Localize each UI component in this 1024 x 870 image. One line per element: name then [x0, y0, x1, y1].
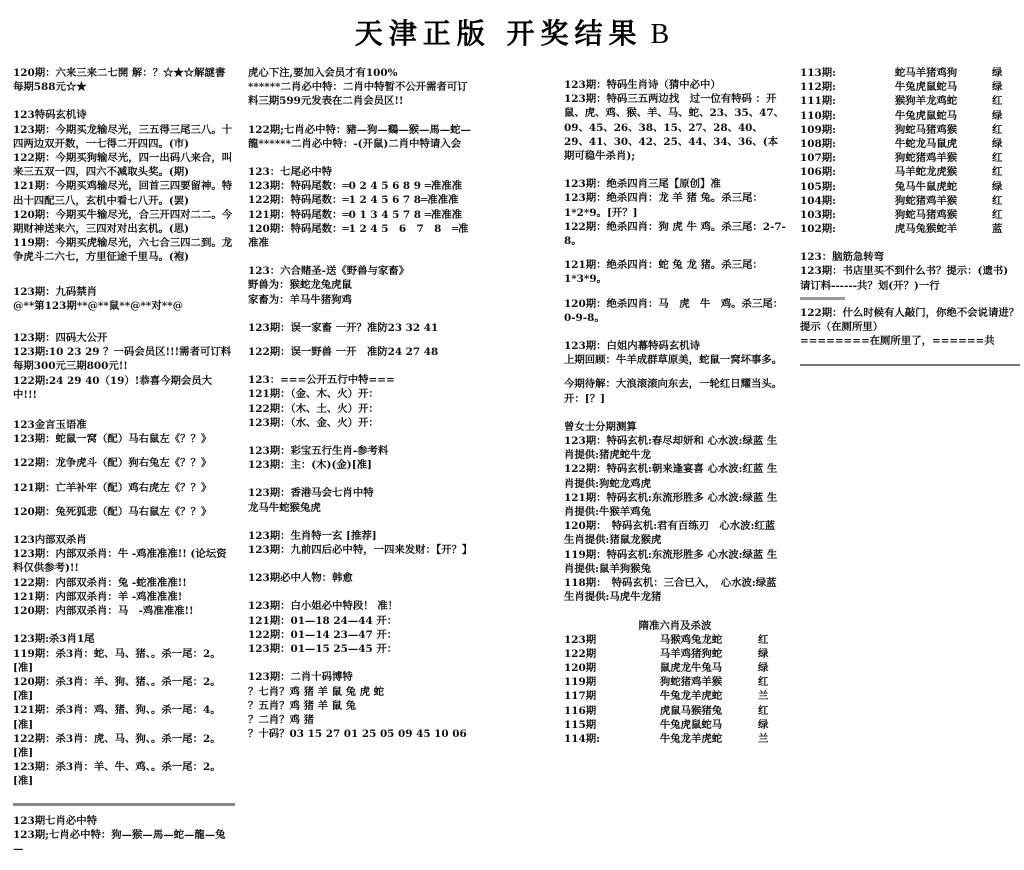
zodiac-one-line: 123期：九前四后必中特，一四来发财：【开？】 — [248, 544, 473, 557]
nine-codes-block — [13, 285, 235, 313]
zodiac: 鼠虎龙牛兔马 — [659, 662, 723, 675]
person-line: 123期必中人物：韩愈 — [248, 572, 353, 585]
zodiac: 牛兔虎鼠蛇马 — [894, 109, 958, 122]
section-heading: 123金言玉语准 — [13, 419, 87, 432]
kill3-line: 120期：杀3肖：羊、狗、猪、。杀一尾：2。[准] — [13, 675, 221, 703]
six-zodiac-continued — [800, 66, 1020, 236]
wave-color: 蓝 — [992, 223, 1003, 236]
kill3-block — [13, 632, 235, 788]
title-text: 天津正版 开奖结果 — [354, 17, 643, 50]
column-3 — [564, 78, 786, 760]
ms-zeng-line: 121期：特码玄机:东流形胜多 心水波:绿蓝 生肖提供:牛猴羊鸡兔 — [564, 491, 778, 519]
zodiac-one-block — [248, 529, 473, 557]
section-heading: 123期：彩宝五行生肖-参考料 — [248, 445, 389, 458]
zodiac: 牛兔虎鼠蛇马 — [659, 718, 723, 731]
zodiac: 狗蛇猪鸡羊猴 — [659, 676, 723, 689]
prev-line: 122期;七肖必中特：豬—狗—鷄—猴—馬—蛇—龍******二肖必中特：-(开鼠)二肖中特请入会 — [248, 123, 471, 150]
double-kill-block — [13, 533, 235, 618]
four-codes-line: 123期:10 23 29 ？一码会员区!!!需者可订料每期300元三期800元!! — [13, 346, 232, 373]
table-row — [564, 675, 786, 689]
period: 107期: — [800, 152, 836, 165]
seven-zodiac-line: 123期;七肖必中特：狗—猴—馬—蛇—龍—兔— — [13, 828, 226, 855]
five-elements-block — [248, 373, 473, 430]
header-block — [13, 66, 235, 94]
tails-line: 120期：特码尾数：═1 2 4 5 6 7 8 ═准准准 — [248, 222, 469, 250]
wave-color: 红 — [992, 152, 1003, 165]
kill4-line: 120期：绝杀四肖：马 虎 牛 鸡。杀三尾：0-9-8。 — [564, 297, 784, 324]
section-heading: 123期：四码大公开 — [13, 332, 108, 345]
poem-line: 120期：今期买牛输尽光，合三开四对二二。今期财神送来六，三四对对出玄机。(思) — [13, 208, 233, 236]
table-row — [800, 180, 1020, 194]
period: 103期: — [800, 208, 836, 221]
intro-block — [248, 66, 473, 109]
table-row — [800, 137, 1020, 151]
section-heading: 123期：特码生肖诗（猜中必中） — [564, 79, 721, 91]
zodiac: 牛蛇龙马鼠虎 — [894, 137, 958, 150]
kill4-line: 121期：绝杀四肖：蛇 兔 龙 猪。杀三尾：1*3*9。 — [564, 259, 763, 286]
period: 112期: — [800, 81, 836, 94]
poem-line: 119期：今期买虎输尽光，六七合三四二到。龙争虎斗二六七，方里征途千里马。(袍) — [13, 237, 233, 264]
tails-line: 123期：特码尾数：═0 2 4 5 6 8 9 ═准准准 — [248, 180, 463, 193]
wave-color: 绿 — [992, 81, 1003, 94]
section-heading: 123期：香港马会七肖中特 — [248, 487, 374, 500]
double-kill-line: 122期：内部双杀肖：兔 -蛇准准准!! — [13, 576, 187, 589]
ms-zeng-block — [564, 420, 786, 605]
table-row — [564, 689, 786, 703]
zodiac: 马羊蛇龙虎猴 — [894, 166, 958, 179]
kill4-block — [564, 177, 786, 325]
wave-color: 红 — [758, 633, 769, 646]
table-row — [800, 109, 1020, 123]
riddle-answer: ========在厕所里了，======共 — [800, 335, 995, 348]
seven-zodiac-block — [13, 814, 235, 857]
wave-color: 兰 — [758, 690, 769, 703]
intro-line: ******二肖必中特：二肖中特暂不公开需者可订料三期599元发表在二肖会员区!! — [248, 81, 468, 108]
section-heading: 123：六合赌圣-送《野兽与家畜》 — [248, 265, 410, 278]
section-heading: 123期：二肖十码博特 — [248, 671, 353, 684]
zodiac: 兔马牛鼠虎蛇 — [894, 180, 958, 193]
caibao-line: 123期：主：(木)(金)[准] — [248, 459, 372, 472]
table-row — [800, 165, 1020, 179]
period: 119期 — [564, 676, 597, 689]
miss-bai-block — [248, 599, 473, 656]
prev-review-line: 上期回顾：牛羊成群草原美，蛇鼠一窝坏事多。 — [564, 354, 783, 367]
period: 122期 — [564, 647, 597, 660]
divider — [13, 803, 235, 806]
section-heading: 123：脑筋急转弯 — [800, 251, 885, 264]
hk-block — [248, 486, 473, 514]
golden-words-block — [13, 418, 235, 519]
table-row — [800, 194, 1020, 208]
double-kill-line: 121期：内部双杀肖：羊 -鸡准准准! — [13, 590, 183, 603]
table-row — [800, 80, 1020, 94]
kill3-line: 121期：杀3肖：鸡、猪、狗、。杀一尾：4。[准] — [13, 704, 221, 731]
poem-line: 122期：今期买狗输尽光，四一出码八来合，叫来三五双一四，四六不减取头奖。(期) — [13, 152, 233, 179]
table-row — [800, 208, 1020, 222]
section-heading: 123期：白姐内幕特码玄机诗 — [564, 340, 700, 353]
wave-color: 红 — [992, 123, 1003, 136]
period: 123期 — [564, 633, 597, 646]
zodiac: 虎马兔猴蛇羊 — [894, 223, 958, 236]
five-elements-line: 123期：（水、金、火）开： — [248, 416, 379, 429]
table-row — [800, 222, 1020, 236]
beasts-line: 家畜为：羊马牛猪狗鸡 — [248, 293, 352, 306]
zodiac: 狗蛇猪鸡羊猴 — [894, 152, 958, 165]
riddle-question: 123期：书店里买不到什么书？提示：(遗书) — [800, 265, 1009, 278]
beasts-result-line: 123期：误一家畜 一开？准防23 32 41 — [248, 321, 439, 334]
kill3-line: 119期：杀3肖：蛇、马、猪、。杀一尾：2。[准] — [13, 647, 221, 674]
zodiac: 牛兔龙羊虎蛇 — [659, 733, 723, 746]
ten-codes-line: ？七肖？鸡 猪 羊 鼠 兔 虎 蛇 — [248, 685, 385, 698]
table-row — [800, 151, 1020, 165]
kill4-line: 123期：绝杀四肖：龙 羊 猪 兔。杀三尾：1*2*9。[开？] — [564, 192, 763, 219]
table-row — [564, 732, 786, 746]
poem-line: 121期：今期买鸡输尽光，回首三四要留神。特出十四配三八，玄机中看七八开。(罢) — [13, 180, 233, 207]
title-suffix: B — [650, 19, 670, 50]
table-row — [564, 661, 786, 675]
kill3-line: 123期：杀3肖：羊、牛、鸡、。杀一尾：2。[准] — [13, 761, 221, 788]
golden-words-line: 120期：兔死狐悲（配）马右鼠左《？？》 — [13, 505, 212, 518]
period: 108期: — [800, 137, 836, 150]
period: 109期: — [800, 123, 836, 136]
section-heading: 123内部双杀肖 — [13, 534, 87, 547]
five-elements-line: 121期：（金、木、火）开： — [248, 388, 379, 401]
riddle-block — [800, 250, 1020, 366]
zodiac: 虎鼠马猴猪兔 — [659, 704, 723, 717]
double-kill-line: 123期：内部双杀肖：牛 -鸡准准准!! (论坛资料仅供参考)!! — [13, 548, 227, 575]
beasts-result-line: 122期：误一野兽 一开 准防24 27 48 — [248, 346, 439, 359]
beasts-block — [248, 264, 473, 307]
wave-color: 红 — [992, 95, 1003, 108]
wave-color: 绿 — [992, 137, 1003, 150]
table-row — [800, 66, 1020, 80]
golden-words-line: 121期：亡羊补牢（配）鸡右虎左《？？》 — [13, 481, 212, 494]
ten-codes-block — [248, 670, 473, 741]
divider — [800, 364, 1020, 366]
wave-color: 绿 — [758, 718, 769, 731]
wave-color: 绿 — [758, 647, 769, 660]
period: 120期 — [564, 662, 597, 675]
ms-zeng-line: 120期： 特码玄机:君有百练刃 心水波:红蓝 生肖提供:猪鼠龙猴虎 — [564, 520, 786, 547]
period: 116期 — [564, 704, 597, 717]
ms-zeng-line: 119期：特码玄机:东流形胜多 心水波:绿蓝 生肖提供:鼠羊狗猴兔 — [564, 548, 778, 575]
period: 117期 — [564, 690, 597, 703]
zodiac: 蛇马羊猪鸡狗 — [894, 67, 958, 79]
wave-color: 绿 — [758, 662, 769, 675]
section-heading: 123特码玄机诗 — [13, 109, 87, 122]
kill4-line: 122期：绝杀四肖：狗 虎 牛 鸡。杀三尾：2-7-8。 — [564, 220, 786, 248]
poem-block — [13, 108, 235, 264]
ms-zeng-line: 123期：特码玄机:春尽却妍和 心水波:绿蓝 生肖提供:猪虎蛇牛龙 — [564, 435, 778, 462]
poem-line: 123期：今期买龙输尽光，三五得三尾三八。十四两边双开数，一七得二开四四。(市) — [13, 123, 233, 150]
section-heading: 123：===公开五行中特=== — [248, 374, 395, 387]
column-1 — [13, 66, 235, 870]
intro-line: 虎心下注,要加入会员才有100% — [248, 67, 398, 79]
period: 110期: — [800, 109, 836, 122]
section-heading: 123期：生肖特一玄 [推荐] — [248, 529, 377, 542]
tails-line: 121期：特码尾数：═0 1 3 4 5 7 8 ═准准准 — [248, 208, 463, 221]
four-codes-block — [13, 331, 235, 402]
zodiac-poem-line: 123期：特码三五两边找 过一位有特码 ：开鼠、虎、鸡、猴、羊、马、蛇、23、35、47、09、45、26、38、15、27、28、40、29、41、30、42、25、44、34、36、(本期可稳牛杀肖); — [564, 93, 785, 163]
nine-codes-line: @**第123期**@**鼠**@**对**@ — [13, 299, 184, 312]
beasts-results-block — [248, 321, 473, 359]
ms-zeng-line: 118期： 特码玄机：三合已入， 心水波:绿蓝 生肖提供:马虎牛龙猪 — [564, 577, 787, 604]
wave-color: 绿 — [992, 109, 1003, 122]
period: 105期: — [800, 180, 836, 193]
table-row — [564, 718, 786, 732]
zodiac: 狗蛇猪鸡羊猴 — [894, 194, 958, 207]
column-4 — [800, 66, 1020, 380]
wave-color: 兰 — [758, 733, 769, 746]
table-row — [564, 633, 786, 647]
table-row — [564, 647, 786, 661]
hk-line: 龙马牛蛇猴兔虎 — [248, 501, 321, 514]
miss-bai-poem-block — [564, 339, 786, 406]
page-title — [0, 12, 1024, 52]
golden-words-line: 123期：蛇鼠一窝（配）马右鼠左《？？》 — [13, 433, 212, 446]
period: 115期 — [564, 718, 597, 731]
table-row — [564, 704, 786, 718]
period: 104期: — [800, 194, 836, 207]
miss-bai-line: 122期：01—14 23—47 开： — [248, 628, 398, 641]
riddle-answer: 请订料------共？划(开？)一行 — [800, 279, 940, 292]
period: 114期: — [564, 733, 600, 746]
section-heading: 曾女士分期测算 — [564, 420, 637, 433]
zodiac-poem-block — [564, 78, 786, 163]
section-heading: 123期：九码禁肖 — [13, 285, 98, 298]
tails-block — [248, 165, 473, 250]
zodiac: 牛兔龙羊虎蛇 — [659, 690, 723, 703]
zodiac: 马猴鸡兔龙蛇 — [659, 633, 723, 646]
miss-bai-line: 123期：01—15 25—45 开： — [248, 643, 398, 656]
table-row — [800, 94, 1020, 108]
wave-color: 红 — [992, 166, 1003, 179]
caibao-block — [248, 444, 473, 472]
zodiac: 狗蛇马猪鸡猴 — [894, 208, 958, 221]
kill3-line: 122期：杀3肖：虎、马、狗、。杀一尾：2。[准] — [13, 732, 221, 759]
riddle-question: 122期：什么时候有人敲门，你绝不会说请进？提示（在厕所里） — [800, 306, 1020, 334]
ten-codes-line: ？五肖？鸡 猪 羊 鼠 兔 — [248, 699, 356, 712]
section-heading: 隋准六肖及杀波 — [638, 619, 712, 632]
section-heading: 123期:杀3肖1尾 — [13, 633, 95, 646]
wave-color: 红 — [992, 208, 1003, 221]
period: 113期: — [800, 67, 836, 79]
wave-color: 红 — [992, 194, 1003, 207]
wave-color: 绿 — [992, 180, 1003, 193]
double-kill-line: 120期：内部双杀肖：马 -鸡准准准!! — [13, 605, 194, 618]
zodiac: 牛兔虎鼠蛇马 — [894, 81, 958, 94]
period: 111期: — [800, 95, 836, 108]
wave-color: 红 — [758, 676, 769, 689]
zodiac: 狗蛇马猪鸡猴 — [894, 123, 958, 136]
wave-color: 红 — [758, 704, 769, 717]
person-block — [248, 571, 473, 585]
current-riddle-line: 今期待解：大浪滚滚向东去，一轮红日耀当头。开：[？] — [564, 378, 783, 405]
golden-words-line: 122期：龙争虎斗（配）狗右兔左《？？》 — [13, 457, 212, 470]
zodiac: 猴狗羊龙鸡蛇 — [894, 95, 958, 108]
zodiac: 马羊鸡猪狗蛇 — [659, 647, 723, 660]
header-line: 120期：六来三来二七開 解：？☆★☆解謎書每期588元☆★ — [13, 67, 226, 94]
wave-color: 绿 — [992, 67, 1003, 79]
period: 102期: — [800, 223, 836, 236]
tails-line: 122期：特码尾数：═1 2 4 5 6 7 8═准准准 — [248, 194, 459, 207]
column-2 — [248, 66, 473, 755]
divider — [800, 297, 845, 300]
period: 106期: — [800, 166, 836, 179]
ten-codes-line: ？十码？03 15 27 01 25 05 09 45 10 06 — [248, 728, 467, 741]
six-zodiac-block — [564, 619, 786, 747]
table-row — [800, 123, 1020, 137]
beasts-line: 野兽为：猴蛇龙兔虎鼠 — [248, 279, 352, 292]
miss-bai-line: 121期：01—18 24—44 开： — [248, 614, 398, 627]
four-codes-line: 122期:24 29 40（19）!恭喜今期会员大中!!! — [13, 374, 213, 401]
ms-zeng-line: 122期：特码玄机:朝来逢宴喜 心水波:红蓝 生肖提供:狗蛇龙鸡虎 — [564, 463, 778, 490]
section-heading: 123期：白小姐必中特段！ 准！ — [248, 600, 398, 613]
section-heading: 123期七肖必中特 — [13, 814, 98, 827]
section-heading: 123：七尾必中特 — [248, 166, 333, 179]
five-elements-line: 122期：（木、土、火）开： — [248, 402, 379, 415]
prev-block — [248, 123, 473, 151]
ten-codes-line: ？二肖？鸡 猪 — [248, 713, 314, 726]
section-heading: 123期：绝杀四肖三尾【原创】准 — [564, 178, 721, 191]
